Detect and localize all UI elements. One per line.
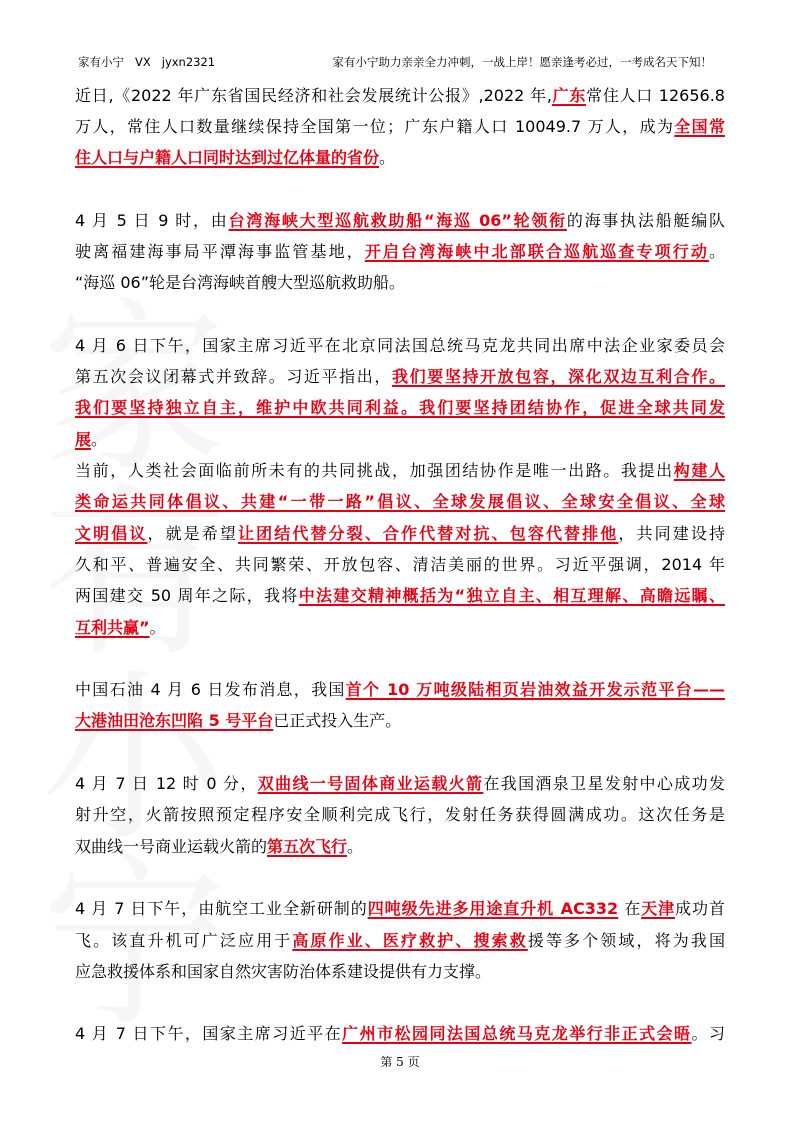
- text-line: [75, 549, 725, 580]
- text-run: 近日,《2022 年广东省国民经济和社会发展统计公报》,2022 年,: [75, 85, 552, 105]
- paragraph: [75, 205, 725, 299]
- paragraph-block: [75, 330, 725, 643]
- page-header: [78, 54, 712, 70]
- text-run: 4 月 5 日 9 时，由: [75, 210, 229, 230]
- text-run: 两国建交 50 周年之际，我将: [75, 586, 299, 606]
- highlighted-text: 文明倡议: [75, 523, 148, 543]
- paragraph-block: [75, 674, 725, 737]
- highlighted-text: 天津: [641, 899, 676, 919]
- highlighted-text: 广州市松园同法国总统马克龙举行非正式会晤: [342, 1024, 692, 1044]
- paragraph: [75, 330, 725, 455]
- document-body: [75, 80, 725, 1050]
- header-vx-id: jyxn2321: [161, 55, 216, 69]
- paragraph: [75, 1018, 725, 1049]
- header-slogan: 家有小宁助力亲亲全力冲刺，一战上岸！愿亲逢考必过，一考成名天下知！: [332, 55, 712, 69]
- paragraph-block: [75, 80, 725, 174]
- text-line: [75, 612, 725, 643]
- text-line: [75, 705, 725, 736]
- highlighted-text: 台湾海峡大型巡航救助船“海巡 06”轮领衔: [228, 210, 567, 230]
- paragraph: [75, 455, 725, 643]
- text-run: 久和平、普遍安全、共同繁荣、开放包容、清洁美丽的世界。习近平强调，2014 年: [75, 554, 725, 574]
- text-line: [75, 80, 725, 111]
- text-line: [75, 361, 725, 392]
- highlighted-text: 展: [75, 429, 92, 449]
- highlighted-text: 第五次飞行: [267, 836, 348, 856]
- text-run: 。: [347, 836, 364, 856]
- text-line: [75, 455, 725, 486]
- paragraph: [75, 893, 725, 987]
- header-vx-label: VX: [135, 55, 151, 69]
- highlighted-text: 我们要坚持独立自主，维护中欧共同利益。我们要坚持团结协作，促进全球共同发: [75, 398, 725, 418]
- text-run: 援等多个领域，将为我国: [527, 930, 725, 950]
- text-run: 。: [149, 617, 166, 637]
- text-line: [75, 142, 725, 173]
- text-line: [75, 205, 725, 236]
- paragraph-block: [75, 893, 725, 987]
- text-run: 万人，常住人口数量继续保持全国第一位；广东户籍人口 10049.7 万人，成为: [75, 116, 675, 136]
- page-number: 第 5 页: [380, 1055, 420, 1069]
- text-line: [75, 236, 725, 267]
- text-line: [75, 486, 725, 517]
- highlighted-text: 开启台湾海峡中北部联合巡航巡查专项行动: [364, 241, 709, 261]
- text-run: 第五次会议闭幕式并致辞。习近平指出，: [75, 367, 392, 387]
- text-run: 在我国酒泉卫星发射中心成功发: [483, 774, 725, 794]
- highlighted-text: 四吨级先进多用途直升机 AC332: [367, 899, 619, 919]
- highlighted-text: 广东: [551, 85, 587, 105]
- text-line: [75, 392, 725, 423]
- text-run: 应急救援体系和国家自然灾害防治体系建设提供有力支撑。: [75, 961, 492, 981]
- text-line: [75, 111, 725, 142]
- text-line: [75, 674, 725, 705]
- highlighted-text: 互利共赢”: [75, 617, 150, 637]
- paragraph: [75, 674, 725, 737]
- text-run: 4 月 7 日 12 时 0 分，: [75, 774, 258, 794]
- highlighted-text: 双曲线一号固体商业运载火箭: [257, 774, 484, 794]
- text-run: 常住人口 12656.8: [586, 85, 725, 105]
- text-line: [75, 956, 725, 987]
- paragraph: [75, 80, 725, 174]
- paragraph: [75, 768, 725, 862]
- text-run: 当前，人类社会面临前所未有的共同挑战，加强团结协作是唯一出路。我提出: [75, 461, 674, 481]
- highlighted-text: 大港油田沧东凹陷 5 号平台: [75, 711, 274, 731]
- header-contact: [78, 54, 215, 70]
- text-line: [75, 768, 725, 799]
- highlighted-text: 我们要坚持开放包容，深化双边互利合作。: [392, 367, 725, 387]
- text-run: 成功首: [675, 899, 725, 919]
- text-run: 在: [618, 899, 642, 919]
- text-run: 射升空，火箭按照预定程序安全顺利完成飞行，发射任务获得圆满成功。这次任务是: [75, 805, 725, 825]
- paragraph-block: [75, 768, 725, 862]
- text-run: 。: [91, 429, 108, 449]
- highlighted-text: 中法建交精神概括为“独立自主、相互理解、高瞻远瞩、: [298, 586, 725, 606]
- text-run: 双曲线一号商业运载火箭的: [75, 836, 268, 856]
- highlighted-text: 首个 10 万吨级陆相页岩油效益开发示范平台——: [345, 680, 725, 700]
- text-line: [75, 330, 725, 361]
- paragraph-block: [75, 1018, 725, 1049]
- text-run: 4 月 6 日下午，国家主席习近平在北京同法国总统马克龙共同出席中法企业家委员会: [75, 335, 725, 355]
- header-brand: 家有小宁: [78, 55, 124, 69]
- text-line: [75, 831, 725, 862]
- highlighted-text: 全国常: [674, 116, 725, 136]
- text-run: “海巡 06”轮是台湾海峡首艘大型巡航救助船。: [75, 273, 406, 293]
- highlighted-text: 构建人: [673, 461, 725, 481]
- text-line: [75, 267, 725, 298]
- text-run: 的海事执法船艇编队: [566, 210, 725, 230]
- text-run: 已正式投入生产。: [273, 711, 402, 731]
- text-run: 驶离福建海事局平潭海事监管基地，: [75, 241, 365, 261]
- text-run: 4 月 7 日下午，国家主席习近平在: [75, 1024, 343, 1044]
- text-line: [75, 424, 725, 455]
- paragraph-block: [75, 205, 725, 299]
- text-run: ，共同建设持: [618, 523, 725, 543]
- text-run: ，就是希望: [147, 523, 239, 543]
- highlighted-text: 类命运共同体倡议、共建“一带一路”倡议、全球发展倡议、全球安全倡议、全球: [75, 492, 725, 512]
- text-line: [75, 893, 725, 924]
- highlighted-text: 住人口与户籍人口同时达到过亿体量的省份: [75, 148, 380, 168]
- text-run: 中国石油 4 月 6 日发布消息，我国: [75, 680, 346, 700]
- highlighted-text: 让团结代替分裂、合作代替对抗、包容代替排他: [238, 523, 619, 543]
- text-run: 飞。该直升机可广泛应用于: [75, 930, 293, 950]
- text-run: 。: [708, 241, 725, 261]
- text-line: [75, 1018, 725, 1049]
- text-line: [75, 518, 725, 549]
- text-line: [75, 580, 725, 611]
- text-run: 。: [379, 148, 396, 168]
- highlighted-text: 高原作业、医疗救护、搜索救: [292, 930, 528, 950]
- text-line: [75, 799, 725, 830]
- text-line: [75, 925, 725, 956]
- text-run: 。习: [691, 1024, 725, 1044]
- text-run: 4 月 7 日下午，由航空工业全新研制的: [75, 899, 368, 919]
